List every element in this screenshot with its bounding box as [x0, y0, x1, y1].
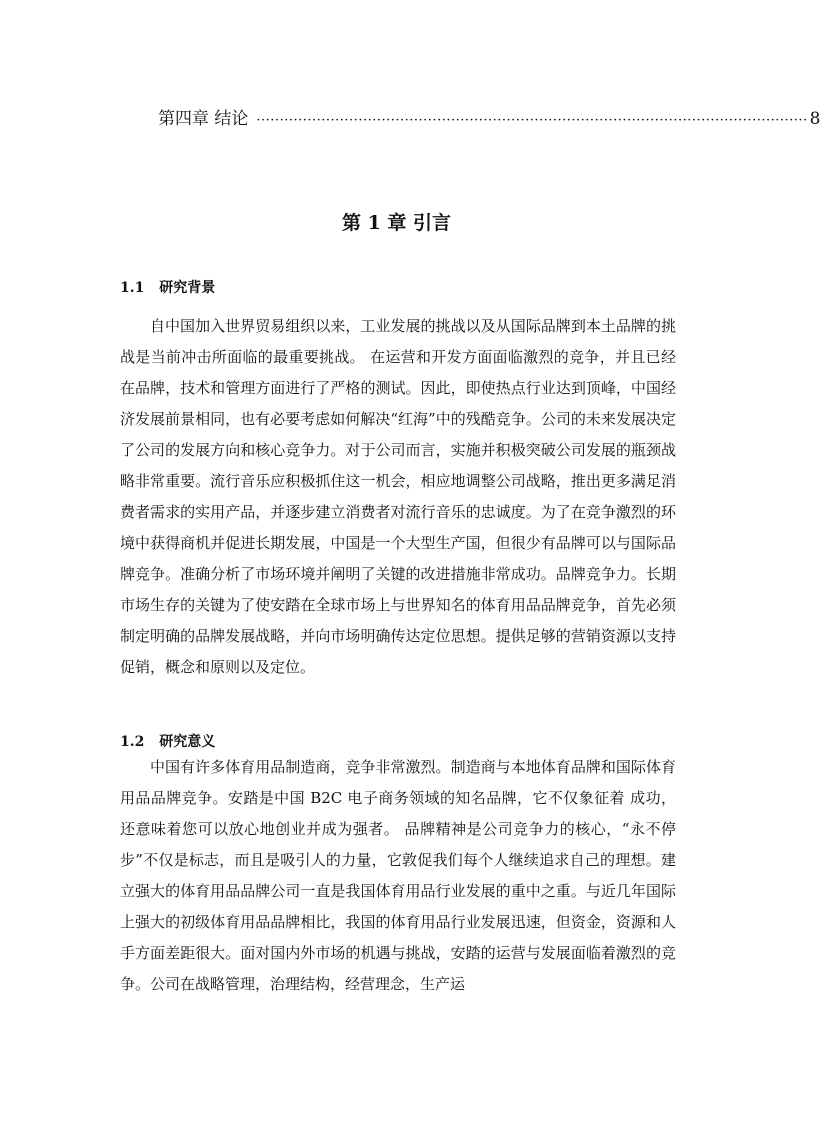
section-number: 1.2: [120, 734, 145, 750]
section-heading-1-2: [120, 731, 215, 751]
section-title: 研究意义: [159, 734, 216, 750]
section-paragraph-1-2: 中国有许多体育用品制造商，竞争非常激烈。制造商与本地体育品牌和国际体育用品品牌竞争。安踏是中国 B2C 电子商务领域的知名品牌，它不仅象征着 成功，还意味着您可以放心地创业并成为强者。 品牌精神是公司竞争力的核心，“永不停步”不仅是标志，而且是吸引人的力量，它敦促我们每个人继续追求自己的理想。建立强大的体育用品品牌公司一直是我国体育用品行业发展的重中之重。与近几年国际上强大的初级体育用品品牌相比，我国的体育用品行业发展迅速，但资金，资源和人手方面差距很大。面对国内外市场的机遇与挑战，安踏的运营与发展面临着激烈的竞争。公司在战略管理，治理结构，经营理念，生产运: [120, 758, 676, 993]
toc-entry-label: 第四章 结论: [158, 109, 249, 129]
chapter-title: 第 1 章 引言: [341, 212, 452, 234]
section-number: 1.1: [120, 280, 145, 296]
toc-entry-chapter-4[interactable]: [158, 104, 820, 132]
section-title: 研究背景: [159, 280, 216, 296]
toc-leader-dots: ·······················································································································: [256, 113, 808, 128]
toc-page-number: 8: [809, 109, 820, 129]
section-paragraph-1-1: 自中国加入世界贸易组织以来，工业发展的挑战以及从国际品牌到本土品牌的挑战是当前冲击所面临的最重要挑战。 在运营和开发方面面临激烈的竞争，并且已经在品牌，技术和管理方面进行了严格的测试。因此，即使热点行业达到顶峰，中国经济发展前景相同，也有必要考虑如何解决“红海”中的残酷竞争。公司的未来发展决定了公司的发展方向和核心竞争力。对于公司而言，实施并积极突破公司发展的瓶颈战略非常重要。流行音乐应积极抓住这一机会，相应地调整公司战略，推出更多满足消费者需求的实用产品，并逐步建立消费者对流行音乐的忠诚度。为了在竞争激烈的环境中获得商机并促进长期发展，中国是一个大型生产国，但很少有品牌可以与国际品牌竞争。准确分析了市场环境并阐明了关键的改进措施非常成功。品牌竞争力。长期市场生存的关键为了使安踏在全球市场上与世界知名的体育用品品牌竞争，首先必须制定明确的品牌发展战略，并向市场明确传达定位思想。提供足够的营销资源以支持促销，概念和原则以及定位。: [120, 317, 676, 676]
section-heading-1-1: [120, 277, 215, 297]
